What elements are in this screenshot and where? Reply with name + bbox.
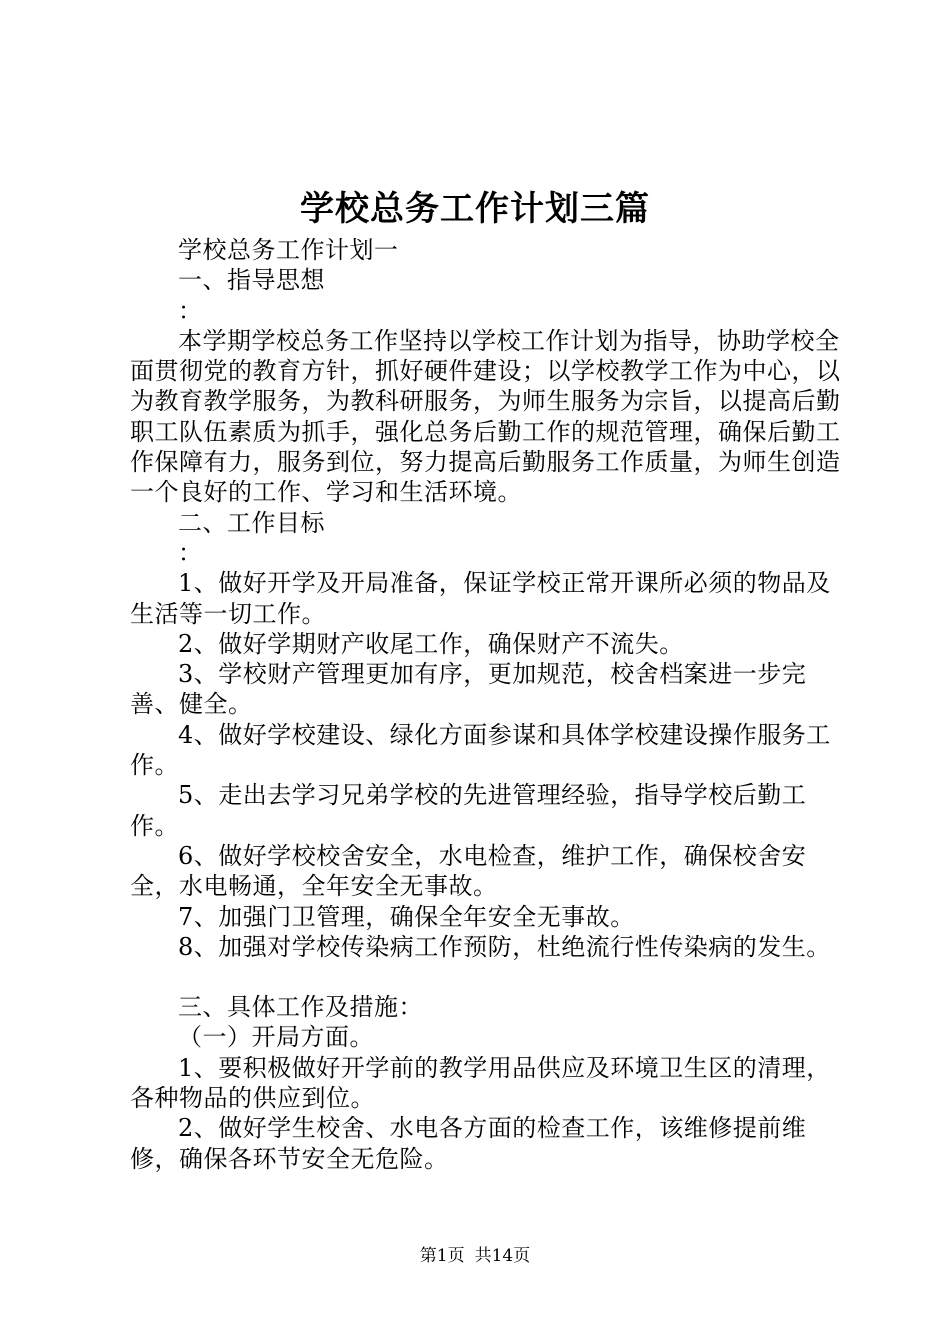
list-item-goal-4: 4、做好学校建设、绿化方面参谋和具体学校建设操作服务工作。 xyxy=(130,720,831,780)
paragraph-subsection-heading: （一）开局方面。 xyxy=(178,1023,374,1052)
paragraph-guiding-thought: 本学期学校总务工作坚持以学校工作计划为指导，协助学校全面贯彻党的教育方针，抓好硬件建设；以学校教学工作为中心，以为教育教学服务，为教科研服务，为师生服务为宗旨，以提高后勤职工队伍素质为抓手，强化总务后勤工作的规范管理，确保后勤工作保障有力，服务到位，努力提高后勤服务工作质量，为师生创造一个良好的工作、学习和生活环境。 xyxy=(130,326,841,507)
paragraph-section-3-heading: 三、具体工作及措施： xyxy=(178,993,423,1022)
paragraph-section-2-heading: 二、工作目标 xyxy=(178,508,325,537)
list-item-goal-6: 6、做好学校校舍安全，水电检查，维护工作，确保校舍安全，水电畅通，全年安全无事故。 xyxy=(130,841,807,901)
document-body xyxy=(130,235,850,1174)
paragraph-plan-heading: 学校总务工作计划一 xyxy=(178,236,399,264)
list-item-goal-1: 1、做好开学及开局准备，保证学校正常开课所必须的物品及生活等一切工作。 xyxy=(130,569,831,628)
list-item-measure-2: 2、做好学生校舍、水电各方面的检查工作，该维修提前维修，确保各环节安全无危险。 xyxy=(130,1114,807,1173)
paragraph-colon: ： xyxy=(178,538,203,567)
list-item-goal-2: 2、做好学期财产收尾工作，确保财产不流失。 xyxy=(178,629,684,658)
paragraph-section-1-heading: 一、指导思想 xyxy=(178,266,325,295)
page-total: 共14页 xyxy=(474,1246,531,1266)
list-item-goal-8: 8、加强对学校传染病工作预防，杜绝流行性传染病的发生。 xyxy=(178,932,831,961)
paragraph-colon: ： xyxy=(178,296,203,325)
list-item-goal-7: 7、加强门卫管理，确保全年安全无事故。 xyxy=(178,902,635,931)
list-item-goal-3: 3、学校财产管理更加有序，更加规范，校舍档案进一步完善、健全。 xyxy=(130,660,807,719)
paragraph-spacer xyxy=(130,962,850,992)
page-number: 第1页 xyxy=(419,1246,465,1266)
document-title: 学校总务工作计划三篇 xyxy=(300,189,650,229)
page-footer xyxy=(0,1245,950,1267)
list-item-measure-1: 1、要积极做好开学前的教学用品供应及环境卫生区的清理，各种物品的供应到位。 xyxy=(130,1053,831,1113)
list-item-goal-5: 5、走出去学习兄弟学校的先进管理经验，指导学校后勤工作。 xyxy=(130,781,807,840)
